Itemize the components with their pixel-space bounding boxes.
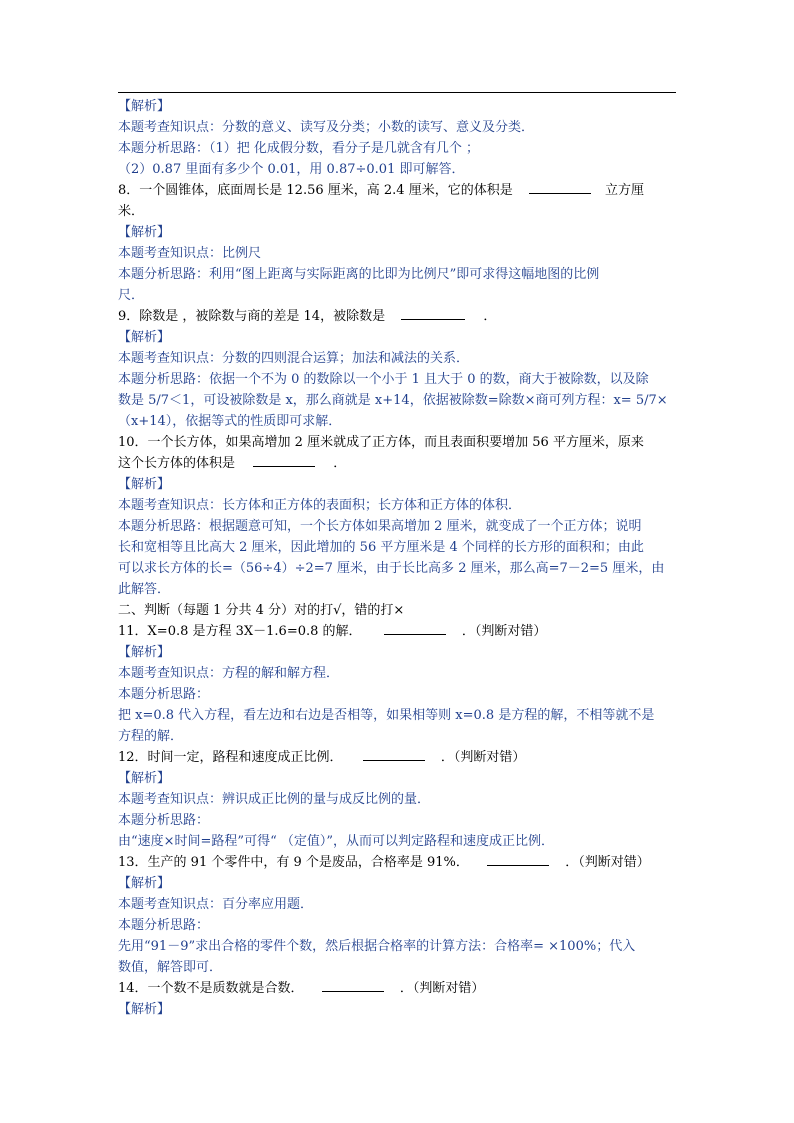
question-text: ．（判断对错） — [565, 855, 650, 870]
question-text: 13．生产的 91 个零件中，有 9 个是废品，合格率是 91%． — [118, 855, 469, 870]
analysis-text: 尺． — [118, 288, 145, 303]
question-9 — [118, 306, 496, 327]
question-8 — [118, 180, 644, 201]
question-14 — [118, 978, 484, 999]
question-text: 立方厘 — [604, 183, 644, 198]
analysis-label: 【解析】 — [118, 876, 171, 891]
analysis-text: 先用“91－9”求出合格的零件个数，然后根据合格率的计算方法：合格率= ×100%；代入 — [118, 939, 636, 954]
question-text: 这个长方体的体积是 — [118, 456, 236, 471]
knowledge-point: 本题考查知识点：分数的四则混合运算；加法和减法的关系． — [118, 351, 470, 366]
question-text: ．（判断对错） — [399, 981, 485, 996]
knowledge-point: 本题考查知识点：百分率应用题． — [118, 897, 314, 912]
analysis-text: 本题分析思路： — [118, 813, 210, 828]
answer-blank[interactable] — [363, 747, 425, 761]
analysis-text: 长和宽相等且比高大 2 厘米，因此增加的 56 平方厘米是 4 个同样的长方形的面积和；由此 — [118, 540, 644, 555]
knowledge-point: 本题考查知识点：比例尺 — [118, 246, 262, 261]
knowledge-point: 本题考查知识点：分数的意义、读写及分类；小数的读写、意义及分类． — [118, 120, 535, 135]
answer-blank[interactable] — [384, 621, 446, 635]
analysis-label: 【解析】 — [118, 99, 171, 114]
answer-blank[interactable] — [487, 852, 549, 866]
question-text: ．（判断对错） — [440, 750, 526, 765]
analysis-text: 方程的解． — [118, 729, 184, 744]
analysis-label: 【解析】 — [118, 645, 171, 660]
analysis-label: 【解析】 — [118, 330, 171, 345]
analysis-text: 本题分析思路： — [118, 918, 210, 933]
analysis-text: 本题分析思路：（1）把 化成假分数，看分子是几就含有几个 ； — [118, 141, 480, 156]
analysis-text: 可以求长方体的长=（56÷4）÷2=7 厘米，由于长比高多 2 厘米，那么高=7－2=5 厘米，由 — [118, 561, 665, 576]
question-text: 米． — [118, 204, 145, 219]
section-heading: 二、判断（每题 1 分共 4 分）对的打√，错的打× — [118, 603, 405, 618]
analysis-text: 本题分析思路：根据题意可知，一个长方体如果高增加 2 厘米，就变成了一个正方体；说明 — [118, 519, 642, 534]
question-text: ．（判断对错） — [461, 624, 547, 639]
analysis-text: （2）0.87 里面有多少个 0.01，用 0.87÷0.01 即可解答． — [118, 162, 465, 177]
question-text: 9．除数是 ，被除数与商的差是 14，被除数是 — [118, 309, 386, 324]
analysis-text: 本题分析思路：利用“图上距离与实际距离的比即为比例尺”即可求得这幅地图的比例 — [118, 267, 600, 282]
question-text: 14．一个数不是质数就是合数． — [118, 981, 304, 996]
analysis-text: 数是 5/7＜1，可设被除数是 x，那么商就是 x+14，依据被除数=除数×商可列方程：x= 5/7× — [118, 393, 668, 408]
answer-blank[interactable] — [253, 453, 315, 467]
question-text: ． — [333, 456, 347, 471]
analysis-text: 由“速度×时间=路程”可得“ （定值）”，从而可以判定路程和速度成正比例． — [118, 834, 555, 849]
knowledge-point: 本题考查知识点：长方体和正方体的表面积；长方体和正方体的体积． — [118, 498, 522, 513]
question-text: 12．时间一定，路程和速度成正比例． — [118, 750, 343, 765]
analysis-text: 本题分析思路： — [118, 687, 210, 702]
answer-blank[interactable] — [322, 978, 384, 992]
analysis-label: 【解析】 — [118, 771, 171, 786]
question-10 — [118, 453, 346, 474]
question-text: 8．一个圆锥体，底面周长是 12.56 厘米，高 2.4 厘米，它的体积是 — [118, 183, 513, 198]
question-text: 10．一个长方体，如果高增加 2 厘米就成了正方体，而且表面积要增加 56 平方厘米，原来 — [118, 435, 644, 450]
analysis-label: 【解析】 — [118, 477, 171, 492]
question-13 — [118, 852, 650, 873]
analysis-text: 本题分析思路：依据一个不为 0 的数除以一个小于 1 且大于 0 的数，商大于被除数，以及除 — [118, 372, 649, 387]
question-text: ． — [483, 309, 497, 324]
question-12 — [118, 747, 525, 768]
analysis-label: 【解析】 — [118, 1002, 171, 1017]
answer-blank[interactable] — [401, 306, 465, 320]
analysis-text: 此解答． — [118, 582, 171, 597]
analysis-text: 把 x=0.8 代入方程，看左边和右边是否相等，如果相等则 x=0.8 是方程的解，不相等就不是 — [118, 708, 655, 723]
analysis-label: 【解析】 — [118, 225, 171, 240]
question-11 — [118, 621, 546, 642]
knowledge-point: 本题考查知识点：方程的解和解方程． — [118, 666, 340, 681]
analysis-text: 数值，解答即可． — [118, 960, 223, 975]
analysis-text: （x+14），依据等式的性质即可求解． — [118, 414, 342, 429]
knowledge-point: 本题考查知识点：辨识成正比例的量与成反比例的量． — [118, 792, 431, 807]
question-text: 11．X=0.8 是方程 3X－1.6=0.8 的解． — [118, 624, 362, 639]
answer-blank[interactable] — [529, 180, 591, 194]
header-rule — [118, 92, 676, 93]
